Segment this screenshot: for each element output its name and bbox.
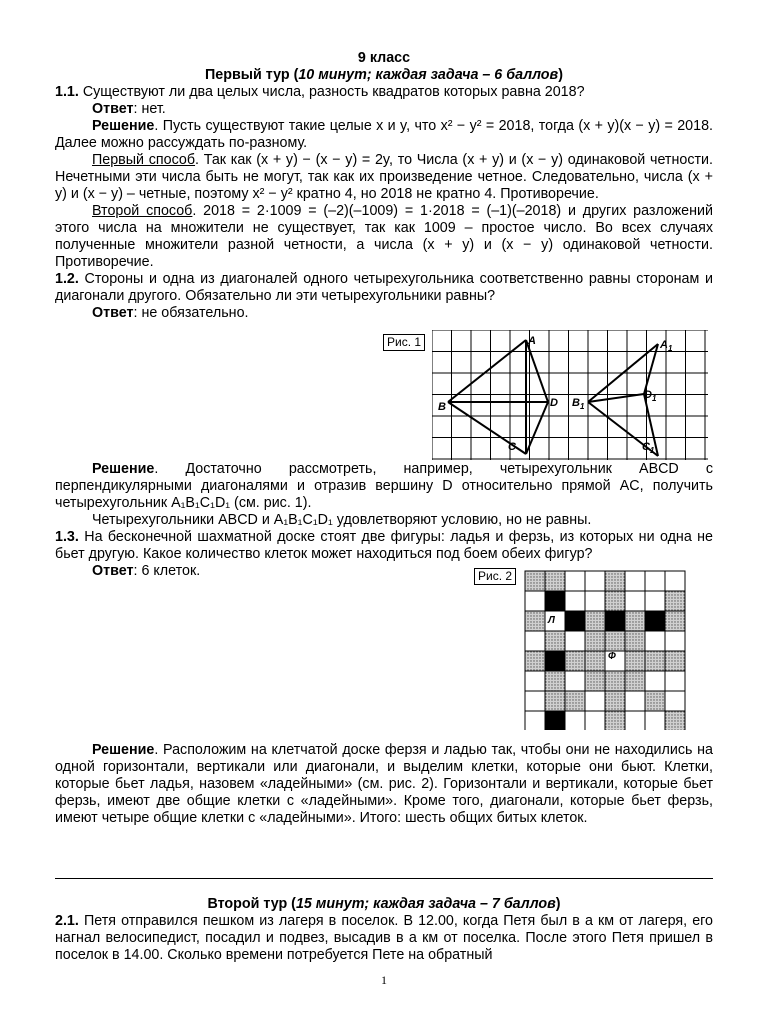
board-cell [625,671,645,691]
board-cell [525,611,545,631]
board-cell [665,711,685,730]
board-cell [605,691,625,711]
problem-1-1: 1.1. Существуют ли два целых числа, разность квадратов которых равна 2018? [55,84,585,100]
board-cell [545,591,565,611]
fig1-label-b: B [438,401,446,413]
rook-label: Л [548,615,555,626]
section-divider [55,878,713,879]
board-cell [585,591,605,611]
tour1-heading: Первый тур (10 минут; каждая задача – 6 баллов) [205,67,563,83]
way-1: Первый способ. Так как (x + y) − (x − y) = 2y, то Числа (x + y) и (x − y) одинаковой четности. Нечетными эти числа быть не могут, так как их произведение четное. Следовательно, числа (x + y) и (x − y) – четные, поэтому x² − y² кратно 4, но 2018 не кратно 4. Противоречие. [55,152,713,202]
document-page-cont [55,461,713,580]
board-cell [605,571,625,591]
fig1-line-ab [448,340,526,402]
figure-2-label: Рис. 2 [474,568,516,585]
board-cell [565,611,585,631]
board-cell [605,671,625,691]
board-cell [665,591,685,611]
answer-1-3: Ответ: 6 клеток. [92,563,201,579]
board-cell [585,611,605,631]
document-page [55,50,713,322]
board-cell [545,691,565,711]
board-cell [645,591,665,611]
board-cell [605,711,625,730]
board-cell [665,691,685,711]
problem-1-2: 1.2. Стороны и одна из диагоналей одного четырехугольника соответственно равны сторонам и диагонали другого. Обязательно ли эти четырехугольники равны? [55,271,713,304]
board-cell [645,651,665,671]
solution-1-1: Решение. Пусть существуют такие целые x и y, что x² − y² = 2018, тогда (x + y)(x − y) = 2018. Далее можно рассуждать по-разному. [55,118,713,151]
board-cell [645,691,665,711]
board-cell [625,571,645,591]
grade-heading: 9 класс [357,50,411,66]
board-cell [585,691,605,711]
board-cell [545,671,565,691]
solution-1-2: Решение. Достаточно рассмотреть, например, четырехугольник ABCD с перпендикулярными диагоналями и отразив вершину D относительно прямой AC, получить четырехугольник A₁B₁C₁D₁ (см. рис. 1). [55,461,713,511]
fig1-label-c: C [508,441,516,453]
board-cell [545,571,565,591]
board-cell [585,711,605,730]
board-cell [585,671,605,691]
board-cell [525,671,545,691]
board-cell [625,611,645,631]
figure-2-chessboard [524,570,686,730]
board-cell [605,611,625,631]
board-cell [585,631,605,651]
page-number: 1 [381,973,387,987]
board-cell [665,571,685,591]
board-cell [625,651,645,671]
board-cell [645,671,665,691]
solution-1-2-cont: Четырехугольники ABCD и A₁B₁C₁D₁ удовлетворяют условию, но не равны. [92,512,592,528]
board-cell [565,671,585,691]
board-cell [645,631,665,651]
queen-label: Ф [608,651,616,662]
tour2-heading: Второй тур (15 минут; каждая задача – 7 баллов) [207,896,561,912]
board-cell [625,691,645,711]
document-page-tour2 [55,896,713,964]
fig1-label-d: D [550,397,558,409]
way-2: Второй способ. 2018 = 2·1009 = (–2)(–1009) = 1·2018 = (–1)(–2018) и других разложений этого числа на множители не существует, так как 1009 – простое число. Во всех случаях полученные множители разной четности, а числа (x + y) и (x − y) одинаковой четности. Противоречие. [55,203,713,270]
board-cell [545,631,565,651]
answer-1-2: Ответ: не обязательно. [92,305,249,321]
board-cell [585,651,605,671]
document-page-cont2 [55,742,713,827]
board-cell [525,651,545,671]
fig1-label-a: A [528,335,536,347]
board-cell [645,611,665,631]
board-cell [565,571,585,591]
figure-1-quadrilaterals [432,330,708,460]
board-cell [565,631,585,651]
board-cell [665,611,685,631]
board-cell [545,651,565,671]
board-cell [605,631,625,651]
board-cell [565,591,585,611]
board-cell [545,711,565,730]
board-cell [565,691,585,711]
fig1-label-a1: $A_1$ [660,339,673,353]
board-cell [525,711,545,730]
board-cell [625,711,645,730]
board-cell [625,631,645,651]
fig1-label-c1: $C_1$ [642,441,655,455]
board-cell [665,671,685,691]
fig1-label-b1: $B_1$ [572,397,585,411]
board-cell [605,591,625,611]
board-cell [525,691,545,711]
board-cell [525,631,545,651]
problem-2-1: 2.1. Петя отправился пешком из лагеря в поселок. В 12.00, когда Петя был в a км от лагеря, его нагнал велосипедист, посадил и подвез, высадив в a км от поселка. После этого Петя пришел в поселок в 14.00. Сколько времени потребуется Пете на обратный [55,913,713,963]
board-cell [645,711,665,730]
board-cell [525,571,545,591]
board-cell [625,591,645,611]
answer-1-1: Ответ: нет. [92,101,166,117]
board-cell [585,571,605,591]
board-cell [565,651,585,671]
problem-1-3: 1.3. На бесконечной шахматной доске стоят две фигуры: ладья и ферзь, из которых ни одна не бьет другую. Какое количество клеток может находиться под боем обеих фигур? [55,529,713,562]
board-cell [565,711,585,730]
board-cell [525,591,545,611]
board-cell [665,651,685,671]
board-cell [645,571,665,591]
board-cell [665,631,685,651]
figure-1-label: Рис. 1 [383,334,425,351]
solution-1-3: Решение. Расположим на клетчатой доске ферзя и ладью так, чтобы они не находились на одной горизонтали, вертикали или диагонали, и выделим клетки, которые они бьют. Клетки, которые бьет ладья, назовем «ладейными» (см. рис. 2). Горизонтали и вертикали, которые бьет ферзь, имеют две общие клетки с «ладейными». Кроме того, диагонали, которые бьет ферзь, имеют четыре общие клетки с «ладейными». Итого: шесть общих битых клеток. [55,742,713,826]
fig1-label-d1: $D_1$ [644,389,657,403]
